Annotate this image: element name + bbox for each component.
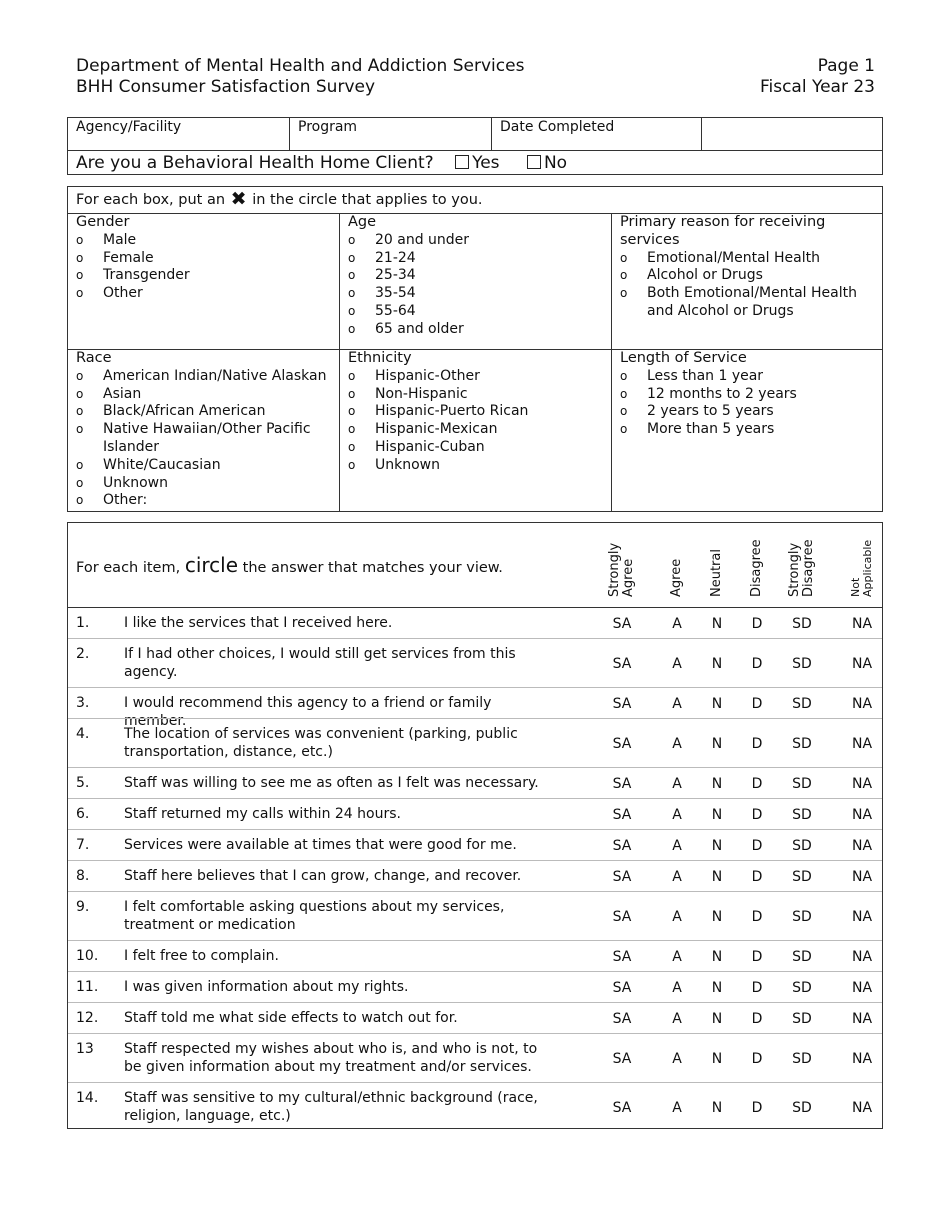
info-box [67, 117, 883, 175]
answer-option[interactable]: SD [792, 908, 812, 925]
gender-option[interactable] [76, 232, 331, 250]
survey-instruction-pre: For each item, [76, 560, 181, 576]
ethnicity-option[interactable] [348, 386, 603, 404]
answer-option[interactable]: SD [792, 695, 812, 712]
date-value-field[interactable] [702, 118, 882, 150]
age-option[interactable] [348, 232, 603, 250]
question-number: 7. [76, 837, 90, 853]
answer-option[interactable]: A [672, 806, 682, 823]
circle-icon[interactable]: o [76, 232, 84, 247]
length-option-label: 2 years to 5 years [647, 403, 774, 420]
answer-option[interactable]: D [751, 1050, 763, 1067]
circle-icon[interactable]: o [348, 303, 356, 318]
table-row [68, 767, 882, 798]
agency-label: Agency/Facility [76, 119, 182, 135]
reason-option-label: Alcohol or Drugs [647, 267, 763, 284]
circle-icon[interactable]: o [76, 457, 84, 472]
age-title: Age [348, 214, 377, 230]
info-row [68, 118, 882, 151]
question-text: Staff was willing to see me as often as I felt was necessary. [124, 775, 539, 791]
circle-icon[interactable]: o [620, 250, 628, 265]
answer-option[interactable]: D [751, 868, 763, 885]
answer-option[interactable]: A [672, 655, 682, 672]
answer-option[interactable]: D [751, 908, 763, 925]
instruction-text-post: in the circle that applies to you. [252, 192, 483, 208]
question-text: I felt free to complain. [124, 948, 279, 964]
survey-instruction-post: the answer that matches your view. [242, 560, 503, 576]
answer-option[interactable]: SD [792, 979, 812, 996]
answer-option[interactable]: SA [612, 837, 632, 854]
answer-option[interactable]: NA [851, 948, 873, 965]
circle-icon[interactable]: o [620, 268, 628, 283]
ethnicity-option-label: Hispanic-Puerto Rican [375, 403, 529, 420]
demographics-instruction [68, 187, 882, 214]
answer-option[interactable]: NA [851, 908, 873, 925]
question-text: Staff respected my wishes about who is, and who is not, to be given information about my treatment and/or services. [124, 1041, 538, 1075]
answer-option[interactable]: NA [851, 615, 873, 632]
answer-option[interactable]: SD [792, 615, 812, 632]
table-row [68, 607, 882, 638]
answer-option[interactable]: N [711, 806, 723, 823]
reason-option[interactable] [620, 250, 876, 268]
yes-checkbox[interactable] [455, 155, 469, 169]
answer-option[interactable]: SD [792, 1050, 812, 1067]
age-option-label: 35-54 [375, 285, 416, 302]
answer-option[interactable]: NA [851, 655, 873, 672]
ethnicity-option-label: Hispanic-Other [375, 367, 480, 384]
answer-option[interactable]: NA [851, 979, 873, 996]
answer-option[interactable]: NA [851, 837, 873, 854]
age-option-label: 20 and under [375, 231, 470, 248]
question-number: 13 [76, 1041, 94, 1057]
race-option-label: American Indian/Native Alaskan [103, 367, 327, 384]
answer-option[interactable]: D [751, 615, 763, 632]
answer-option[interactable]: N [711, 948, 723, 965]
answer-option[interactable]: A [672, 1099, 682, 1116]
program-label: Program [298, 119, 358, 135]
table-row [68, 798, 882, 829]
circle-icon[interactable]: o [348, 404, 356, 419]
length-option[interactable] [620, 368, 876, 386]
header-left [76, 56, 524, 98]
reason-option-label: Emotional/Mental Health [647, 249, 820, 266]
answer-option[interactable]: SD [792, 806, 812, 823]
race-option-label: Native Hawaiian/Other Pacific Islander [103, 421, 311, 455]
answer-option[interactable]: SA [612, 806, 632, 823]
column-header-line: Disagree [749, 539, 764, 597]
department-name: Department of Mental Health and Addiction Services [76, 56, 525, 76]
answer-option[interactable]: A [672, 837, 682, 854]
ethnicity-option-label: Non-Hispanic [375, 385, 468, 402]
age-option-label: 65 and older [375, 320, 464, 337]
answer-option[interactable]: NA [851, 1010, 873, 1027]
column-header-line: Applicable [861, 539, 874, 597]
bhh-question: Are you a Behavioral Health Home Client? [76, 153, 434, 173]
age-option-label: 21-24 [375, 249, 416, 266]
header-right [760, 56, 875, 98]
answer-option[interactable]: SA [612, 735, 632, 752]
circle-icon[interactable]: o [76, 268, 84, 283]
circle-icon[interactable]: o [620, 386, 628, 401]
answer-option[interactable]: N [711, 1099, 723, 1116]
answer-option[interactable]: SD [792, 1010, 812, 1027]
instruction-text-pre: For each box, put an [76, 192, 226, 208]
no-checkbox[interactable] [527, 155, 541, 169]
length-option[interactable] [620, 403, 876, 421]
question-number: 11. [76, 979, 99, 995]
answer-option[interactable]: N [711, 655, 723, 672]
ethnicity-option-label: Hispanic-Mexican [375, 421, 498, 438]
circle-icon[interactable]: o [620, 422, 628, 437]
question-text: Staff here believes that I can grow, change, and recover. [124, 868, 522, 884]
race-option[interactable] [76, 457, 331, 475]
circle-icon[interactable]: o [348, 386, 356, 401]
table-row [68, 891, 882, 940]
column-header-line: Neutral [709, 549, 724, 597]
answer-option[interactable]: D [751, 948, 763, 965]
gender-option-label: Female [103, 249, 154, 266]
gender-option-label: Male [103, 231, 137, 248]
race-option-label: Other: [103, 492, 148, 509]
answer-option[interactable]: D [751, 837, 763, 854]
column-header-line: Strongly [787, 542, 802, 597]
yes-label: Yes [472, 153, 500, 173]
question-text: I was given information about my rights. [124, 979, 409, 995]
answer-option[interactable]: A [672, 615, 682, 632]
question-number: 1. [76, 615, 90, 631]
bhh-question-row [76, 151, 567, 175]
answer-option[interactable]: N [711, 908, 723, 925]
circle-icon[interactable]: o [348, 368, 356, 383]
question-number: 6. [76, 806, 90, 822]
answer-option[interactable]: SD [792, 735, 812, 752]
reason-option[interactable] [620, 285, 876, 321]
circle-icon[interactable]: o [620, 404, 628, 419]
circle-icon[interactable]: o [348, 439, 356, 454]
answer-option[interactable]: N [711, 979, 723, 996]
table-row [68, 1033, 882, 1082]
circle-icon[interactable]: o [348, 250, 356, 265]
answer-option[interactable]: SD [792, 775, 812, 792]
age-option[interactable] [348, 250, 603, 268]
length-section [620, 350, 876, 439]
gender-option-label: Transgender [103, 267, 190, 284]
answer-option[interactable]: N [711, 735, 723, 752]
answer-option[interactable]: D [751, 806, 763, 823]
question-number: 14. [76, 1090, 99, 1106]
race-option[interactable] [76, 386, 331, 404]
reason-section [620, 214, 876, 321]
ethnicity-option[interactable] [348, 403, 603, 421]
circle-icon[interactable]: o [76, 386, 84, 401]
ethnicity-option[interactable] [348, 421, 603, 439]
question-number: 3. [76, 695, 90, 711]
table-row [68, 971, 882, 1002]
answer-option[interactable]: SD [792, 1099, 812, 1116]
age-option[interactable] [348, 303, 603, 321]
question-text: The location of services was convenient (parking, public transportation, distance, etc.) [124, 726, 518, 760]
table-row [68, 687, 882, 729]
question-text: Staff told me what side effects to watch out for. [124, 1010, 458, 1026]
answer-option[interactable]: A [672, 868, 682, 885]
answer-option[interactable]: D [751, 1099, 763, 1116]
no-label: No [543, 153, 568, 173]
age-option-label: 25-34 [375, 267, 416, 284]
race-title: Race [76, 350, 112, 366]
ethnicity-option[interactable] [348, 439, 603, 457]
survey-instruction-circle: circle [184, 553, 239, 577]
answer-option[interactable]: NA [851, 1050, 873, 1067]
column-header [750, 539, 764, 597]
answer-option[interactable]: SD [792, 655, 812, 672]
age-option[interactable] [348, 321, 603, 339]
question-number: 5. [76, 775, 90, 791]
x-mark-icon: ✖ [230, 188, 247, 210]
circle-icon[interactable]: o [620, 368, 628, 383]
table-row [68, 718, 882, 767]
agency-field[interactable] [68, 118, 290, 150]
question-text: I felt comfortable asking questions about my services, treatment or medication [124, 899, 505, 933]
answer-option[interactable]: NA [851, 775, 873, 792]
circle-icon[interactable]: o [76, 493, 84, 508]
question-number: 12. [76, 1010, 99, 1026]
length-option-label: 12 months to 2 years [647, 385, 797, 402]
answer-option[interactable]: NA [851, 1099, 873, 1116]
age-option[interactable] [348, 285, 603, 303]
answer-option[interactable]: SA [612, 948, 632, 965]
answer-option[interactable]: SA [612, 615, 632, 632]
table-row [68, 638, 882, 687]
reason-title: Primary reason for receiving services [620, 214, 826, 248]
question-number: 10. [76, 948, 99, 964]
answer-option[interactable]: A [672, 948, 682, 965]
answer-option[interactable]: SA [612, 1010, 632, 1027]
question-number: 9. [76, 899, 90, 915]
length-option-label: More than 5 years [647, 421, 775, 438]
answer-option[interactable]: D [751, 695, 763, 712]
answer-option[interactable]: SA [612, 979, 632, 996]
reason-option-label: Both Emotional/Mental Health and Alcohol or Drugs [647, 285, 857, 319]
gender-option-label: Other [103, 285, 143, 302]
question-number: 4. [76, 726, 90, 742]
circle-icon[interactable]: o [620, 286, 628, 301]
gender-option[interactable] [76, 267, 331, 285]
answer-option[interactable]: SA [612, 655, 632, 672]
ethnicity-option-label: Hispanic-Cuban [375, 438, 485, 455]
ethnicity-option-label: Unknown [375, 456, 440, 473]
fiscal-year: Fiscal Year 23 [759, 77, 875, 97]
circle-icon[interactable]: o [76, 475, 84, 490]
answer-option[interactable]: SA [612, 868, 632, 885]
race-option-label: Black/African American [103, 403, 266, 420]
circle-icon[interactable]: o [76, 286, 84, 301]
demographics-box [67, 186, 883, 512]
table-row [68, 940, 882, 971]
ethnicity-option[interactable] [348, 457, 603, 475]
length-option[interactable] [620, 386, 876, 404]
answer-option[interactable]: A [672, 775, 682, 792]
ethnicity-option[interactable] [348, 368, 603, 386]
answer-option[interactable]: SD [792, 837, 812, 854]
race-option[interactable] [76, 421, 331, 457]
race-option[interactable] [76, 403, 331, 421]
answer-option[interactable]: NA [851, 695, 873, 712]
answer-option[interactable]: SA [612, 1099, 632, 1116]
survey-title: BHH Consumer Satisfaction Survey [76, 77, 376, 97]
question-text: Services were available at times that were good for me. [124, 837, 517, 853]
answer-option[interactable]: N [711, 1010, 723, 1027]
answer-option[interactable]: D [751, 775, 763, 792]
length-option[interactable] [620, 421, 876, 439]
answer-option[interactable]: A [672, 735, 682, 752]
answer-option[interactable]: NA [851, 735, 873, 752]
answer-option[interactable]: SA [612, 695, 632, 712]
answer-option[interactable]: SA [612, 1050, 632, 1067]
gender-section [76, 214, 331, 303]
question-number: 8. [76, 868, 90, 884]
table-row [68, 860, 882, 891]
answer-option[interactable]: A [672, 979, 682, 996]
program-field[interactable] [290, 118, 492, 150]
ethnicity-title: Ethnicity [348, 350, 412, 366]
race-option-label: Asian [103, 385, 142, 402]
race-option[interactable] [76, 475, 331, 493]
survey-instruction [76, 553, 503, 580]
answer-option[interactable]: D [751, 1010, 763, 1027]
table-row [68, 1082, 882, 1131]
circle-icon[interactable]: o [76, 250, 84, 265]
answer-option[interactable]: N [711, 868, 723, 885]
gender-option[interactable] [76, 285, 331, 303]
circle-icon[interactable]: o [76, 368, 84, 383]
gender-option[interactable] [76, 250, 331, 268]
race-option-label: Unknown [103, 474, 168, 491]
circle-icon[interactable]: o [348, 286, 356, 301]
answer-option[interactable]: SA [612, 775, 632, 792]
circle-icon[interactable]: o [348, 321, 356, 336]
race-option[interactable] [76, 368, 331, 386]
column-header [788, 539, 816, 597]
answer-option[interactable]: A [672, 908, 682, 925]
question-text: I would recommend this agency to a friend or family member. [124, 695, 492, 729]
question-text: Staff returned my calls within 24 hours. [124, 806, 401, 822]
question-text: I like the services that I received here. [124, 615, 393, 631]
race-option-label: White/Caucasian [103, 456, 221, 473]
column-header-line: Disagree [801, 539, 816, 597]
survey-table [67, 522, 883, 1129]
column-header-line: Not [849, 577, 862, 597]
answer-option[interactable]: NA [851, 868, 873, 885]
age-option-label: 55-64 [375, 302, 416, 319]
answer-option[interactable]: N [711, 1050, 723, 1067]
question-text: Staff was sensitive to my cultural/ethnic background (race, religion, language, etc.) [124, 1090, 538, 1124]
ethnicity-section [348, 350, 603, 475]
column-divider [611, 214, 612, 511]
answer-option[interactable]: A [672, 695, 682, 712]
age-option[interactable] [348, 267, 603, 285]
column-header-line: Agree [669, 558, 684, 597]
answer-option[interactable]: NA [851, 806, 873, 823]
column-header [608, 543, 636, 597]
gender-title: Gender [76, 214, 130, 230]
date-completed-field[interactable] [492, 118, 702, 150]
answer-option[interactable]: N [711, 695, 723, 712]
answer-option[interactable]: N [711, 775, 723, 792]
circle-icon[interactable]: o [76, 404, 84, 419]
answer-option[interactable]: D [751, 735, 763, 752]
column-header-line: Strongly [607, 542, 622, 597]
page-number: Page 1 [817, 56, 875, 76]
answer-option[interactable]: A [672, 1050, 682, 1067]
column-header [710, 549, 724, 597]
age-section [348, 214, 603, 339]
column-header [670, 559, 684, 597]
answer-option[interactable]: N [711, 837, 723, 854]
table-row [68, 1002, 882, 1033]
length-title: Length of Service [620, 350, 747, 366]
circle-icon[interactable]: o [348, 422, 356, 437]
circle-icon[interactable]: o [348, 268, 356, 283]
answer-option[interactable]: SD [792, 868, 812, 885]
answer-option[interactable]: D [751, 655, 763, 672]
race-option[interactable] [76, 492, 331, 510]
length-option-label: Less than 1 year [647, 367, 764, 384]
answer-option[interactable]: SA [612, 908, 632, 925]
answer-option[interactable]: A [672, 1010, 682, 1027]
race-section [76, 350, 331, 510]
answer-option[interactable]: N [711, 615, 723, 632]
reason-option[interactable] [620, 267, 876, 285]
circle-icon[interactable]: o [348, 457, 356, 472]
answer-option[interactable]: SD [792, 948, 812, 965]
column-header [850, 540, 874, 597]
column-header-line: Agree [621, 558, 636, 597]
column-divider [339, 214, 340, 511]
circle-icon[interactable]: o [348, 232, 356, 247]
circle-icon[interactable]: o [76, 422, 84, 437]
question-number: 2. [76, 646, 90, 662]
table-row [68, 829, 882, 860]
answer-option[interactable]: D [751, 979, 763, 996]
question-text: If I had other choices, I would still get services from this agency. [124, 646, 516, 680]
date-label: Date Completed [500, 119, 615, 135]
